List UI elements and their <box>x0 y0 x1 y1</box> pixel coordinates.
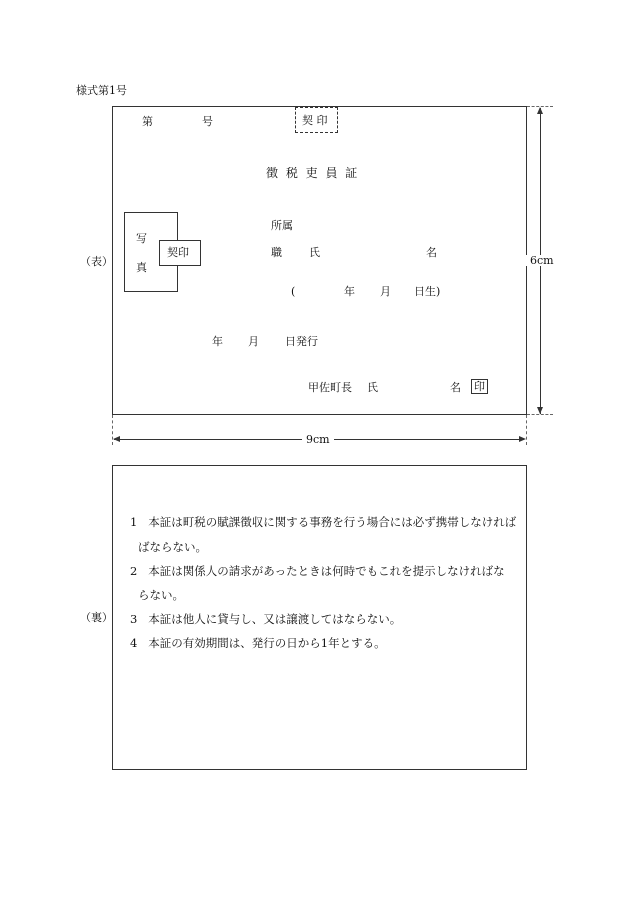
keiin-top-label: 契 印 <box>302 114 328 127</box>
seal-icon: 印 <box>471 379 488 394</box>
rule-2-text: 本証は関係人の請求があったときは何時でもこれを提示しなければな <box>148 564 505 578</box>
back-side-label: （裏） <box>80 611 113 624</box>
rule-2-cont: らない。 <box>138 588 184 602</box>
height-arrow-up-icon <box>537 107 543 114</box>
photo-keiin-label: 契印 <box>167 246 189 259</box>
issue-year: 年 <box>212 335 223 348</box>
width-arrow-left-icon <box>113 436 120 442</box>
dim-guide-bottom <box>527 414 553 415</box>
rule-4-text: 本証の有効期間は、発行の日から1年とする。 <box>148 636 386 650</box>
birth-year: 年 <box>344 285 355 298</box>
photo-label-bottom: 真 <box>136 261 147 274</box>
rule-1-cont: ばならない。 <box>138 540 207 554</box>
rule-1 <box>130 517 516 529</box>
photo-label-top: 写 <box>136 232 147 245</box>
rule-3-text: 本証は他人に貸与し、又は譲渡してはならない。 <box>148 612 402 626</box>
birth-day: 日生) <box>414 285 441 298</box>
shi-label: 氏 <box>309 246 320 259</box>
rule-3 <box>130 614 401 626</box>
height-arrow-down-icon <box>537 407 543 414</box>
birth-month: 月 <box>380 285 391 298</box>
rule-3-num: 3 <box>130 612 138 626</box>
issue-day: 日発行 <box>285 335 318 348</box>
birth-open: ( <box>291 285 296 298</box>
issuer-shi: 氏 <box>367 381 378 394</box>
rule-1-text: 本証は町税の賦課徴収に関する事務を行う場合には必ず携帯しなければ <box>148 515 517 529</box>
front-side-label: （表） <box>80 255 113 268</box>
mei-label: 名 <box>426 246 437 259</box>
issue-month: 月 <box>248 335 259 348</box>
height-label: 6cm <box>526 255 558 266</box>
number-dai: 第 <box>142 115 153 128</box>
card-title: 徴 税 吏 員 証 <box>266 166 360 180</box>
width-arrow-right-icon <box>519 436 526 442</box>
issuer-mei: 名 <box>450 381 461 394</box>
width-label: 9cm <box>302 434 334 445</box>
rule-2 <box>130 566 505 578</box>
dim-guide-right <box>526 415 527 445</box>
rule-2-num: 2 <box>130 564 138 578</box>
rule-4 <box>130 638 386 650</box>
number-go: 号 <box>202 115 213 128</box>
shoku-label: 職 <box>271 246 282 259</box>
rule-4-num: 4 <box>130 636 138 650</box>
shozoku-label: 所属 <box>271 219 293 232</box>
form-label: 様式第1号 <box>76 84 127 97</box>
issuer-title: 甲佐町長 <box>308 381 352 394</box>
rule-1-num: 1 <box>130 515 138 529</box>
